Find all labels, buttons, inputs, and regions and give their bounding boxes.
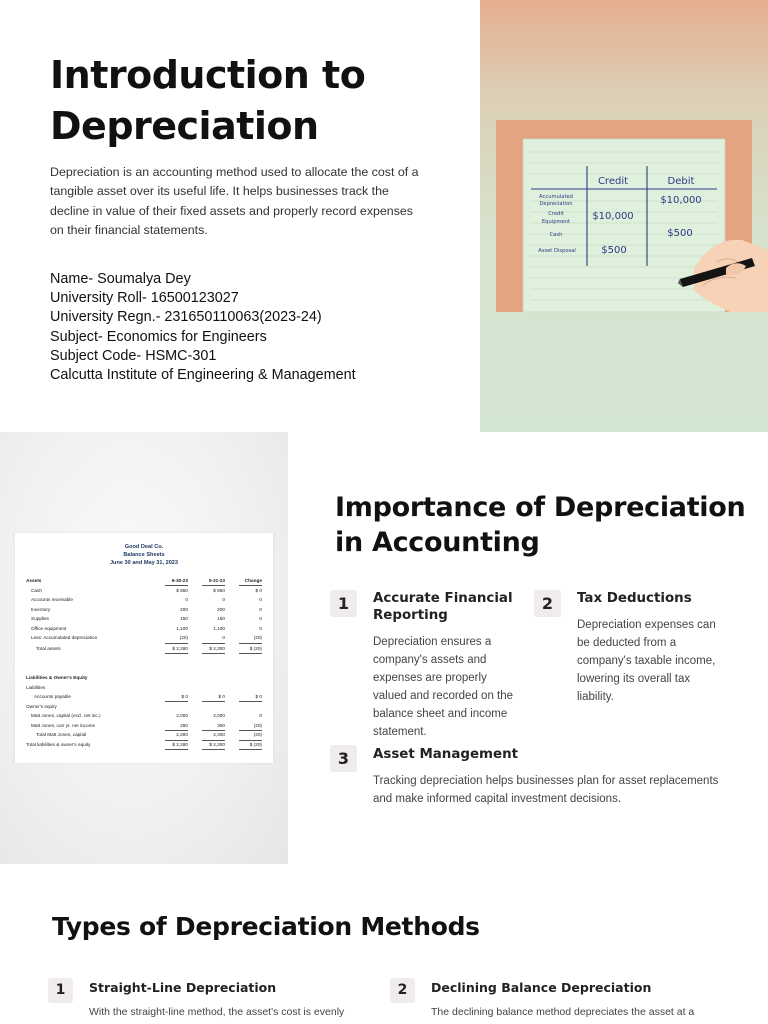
student-name: Name- Soumalya Dey [50,271,191,287]
table-row [15,712,273,720]
table-row [15,741,273,749]
institute: Calcutta Institute of Engineering & Management [50,367,356,384]
balance-sheet-company: Good Deal Co. [124,544,164,550]
row-value: 0 [259,625,262,631]
item-body-line: and make informed capital investment decisions. [373,793,622,805]
method-body: The declining balance method depreciates the asset at a [431,1006,695,1018]
row-value: 200 [217,606,225,612]
importance-title [335,490,755,560]
row-value: $ 2,300 [209,645,225,651]
item-body-line: statement. [373,726,427,738]
row-value: (20) [253,722,262,728]
row-label: Accounts payable [34,694,72,699]
ledger-row-credit: $500 [601,245,627,256]
university-roll: University Roll- 16500123027 [50,290,239,307]
number-badge: 2 [534,590,561,617]
table-row [15,645,273,653]
row-label: Cash [31,587,42,593]
balance-sheet-header [15,543,273,567]
university-regn: University Regn.- 231650110063(2023-24) [50,309,322,326]
item-body [373,772,753,808]
row-label: Matt Jones, capital (excl. net inc.) [31,713,101,718]
table-row [15,634,273,642]
row-value: $ (20) [249,645,262,651]
row-value: 1,100 [213,625,225,631]
item-body [577,616,737,706]
row-label: Total liabilities & owner's equity [26,741,91,747]
balance-sheet-title: Balance Sheets [123,552,165,558]
row-value: (20) [253,635,262,640]
intro-title-line-2: Depreciation [50,104,319,148]
row-value: $ 0 [255,694,262,699]
row-value: 0 [259,597,262,602]
methods-slide [0,864,768,1024]
ledger-illustration [480,0,768,432]
number-badge: 3 [330,745,357,772]
row-value: 0 [185,597,188,602]
row-label: Matt Jones, curr yr. net income [31,722,96,728]
row-value: $ 2,300 [209,741,225,747]
intro-title [50,50,470,152]
item-heading: Asset Management [373,747,519,762]
row-value: 1,100 [176,625,188,631]
method-heading: Straight-Line Depreciation [89,980,277,995]
header-col-1: 6-30-23 [171,578,188,583]
ledger-credit-header: Credit [597,176,629,187]
row-value: 0 [259,606,262,612]
row-label: Liabilities [26,684,46,690]
row-label: Total assets [36,645,61,651]
item-body-line: be deducted from a [577,637,677,649]
table-row [15,615,273,623]
balance-sheet-image [0,432,288,864]
row-value: $ 2,280 [172,645,188,651]
ledger-row-credit: $10,000 [592,211,634,222]
row-label: Total Matt Jones, capital [36,732,87,737]
row-value: (20) [179,635,188,640]
liab-header-label: Liabilities & Owner's Equity [26,675,88,680]
row-value: 300 [217,722,225,728]
liabilities-header [15,674,273,682]
table-row [15,625,273,633]
number-badge: 1 [330,590,357,617]
row-value: 2,000 [213,713,225,718]
row-value: $ 850 [176,587,188,593]
item-heading: Tax Deductions [577,591,692,606]
row-value: 0 [259,616,262,621]
row-value: 0 [222,597,225,602]
number-badge: 2 [390,978,415,1003]
item-body-line: Depreciation ensures a [373,636,492,648]
row-value: 150 [217,616,225,621]
subject-code: Subject Code- HSMC-301 [50,347,217,364]
methods-title: Types of Depreciation Methods [52,912,480,941]
intro-title-line-1: Introduction to [50,53,366,97]
row-label: Inventory [31,606,51,612]
ledger-row-debit: $10,000 [660,195,702,206]
balance-sheet [15,533,273,763]
item-body-line: expenses are properly [373,672,487,684]
item-body-line: company's taxable income, [577,655,716,667]
ledger-row-label: Equipment [541,219,571,225]
header-col-3: Change [244,578,262,583]
ledger-debit-header: Debit [667,176,695,187]
item-body [373,633,523,741]
row-value: $ 0 [181,694,188,699]
ledger-row-label: Depreciation [539,201,573,207]
row-label: Office equipment [31,625,67,631]
row-label: Accounts receivable [31,597,73,602]
table-row [15,684,273,692]
method-heading: Declining Balance Depreciation [431,980,652,995]
ledger-row-label: Cash [549,232,563,238]
item-body-line: liability. [577,691,614,703]
table-row [15,596,273,604]
item-body-line: Tracking depreciation helps businesses plan for asset replacements [373,775,719,787]
row-label: Less: Accumulated depreciation [31,635,98,640]
student-info [50,270,450,385]
item-body-line: Depreciation expenses can [577,619,716,631]
header-col-2: 5-31-23 [208,578,225,583]
row-label: Supplies [31,616,49,621]
item-body-line: valued and recorded on the [373,690,514,702]
row-value: 2,000 [176,713,188,718]
importance-title-line-2: in Accounting [335,527,540,558]
item-heading-line: Reporting [373,608,448,623]
ledger-row-debit: $500 [667,228,693,239]
row-value: $ 2,280 [172,741,188,747]
row-value: 280 [180,722,188,728]
row-value: $ 850 [213,587,225,593]
item-heading-line: Accurate Financial [373,591,513,606]
row-label: Owner's equity [26,703,57,709]
balance-sheet-period: June 30 and May 31, 2023 [109,560,179,566]
row-value: $ 0 [255,587,262,593]
row-value: 200 [180,606,188,612]
importance-slide [0,432,768,864]
item-heading [373,590,523,624]
item-body-line: balance sheet and income [373,708,508,720]
intro-slide [0,0,768,432]
table-row [15,587,273,595]
item-body-line: company's assets and [373,654,487,666]
method-body: With the straight-line method, the asset's cost is evenly [89,1006,345,1018]
row-value: (20) [253,732,262,737]
importance-title-line-1: Importance of Depreciation [335,492,746,523]
header-assets: Assets [26,578,42,583]
item-body-line: lowering its overall tax [577,673,691,685]
row-value: 0 [259,713,262,718]
row-value: 150 [180,616,188,621]
ledger-row-label: Credit [548,211,564,217]
ledger-row-label: Accumulated [539,194,573,200]
row-value: 2,300 [213,732,225,737]
balance-sheet-column-headers [15,577,273,585]
table-row [15,731,273,739]
row-value: 0 [222,635,225,640]
table-row [15,703,273,711]
number-badge: 1 [48,978,73,1003]
row-value: 2,280 [176,732,188,737]
table-row [15,606,273,614]
ledger-row-label: Asset Disposal [538,248,576,254]
intro-description: Depreciation is an accounting method used to allocate the cost of a tangible asset over its useful life. It helps businesses track the decline in value of their fixed assets and properly record expenses on their financial statements. [50,165,419,237]
row-value: $ (20) [249,741,262,747]
row-value: $ 0 [218,694,225,699]
table-row [15,693,273,701]
subject: Subject- Economics for Engineers [50,328,267,345]
table-row [15,722,273,730]
